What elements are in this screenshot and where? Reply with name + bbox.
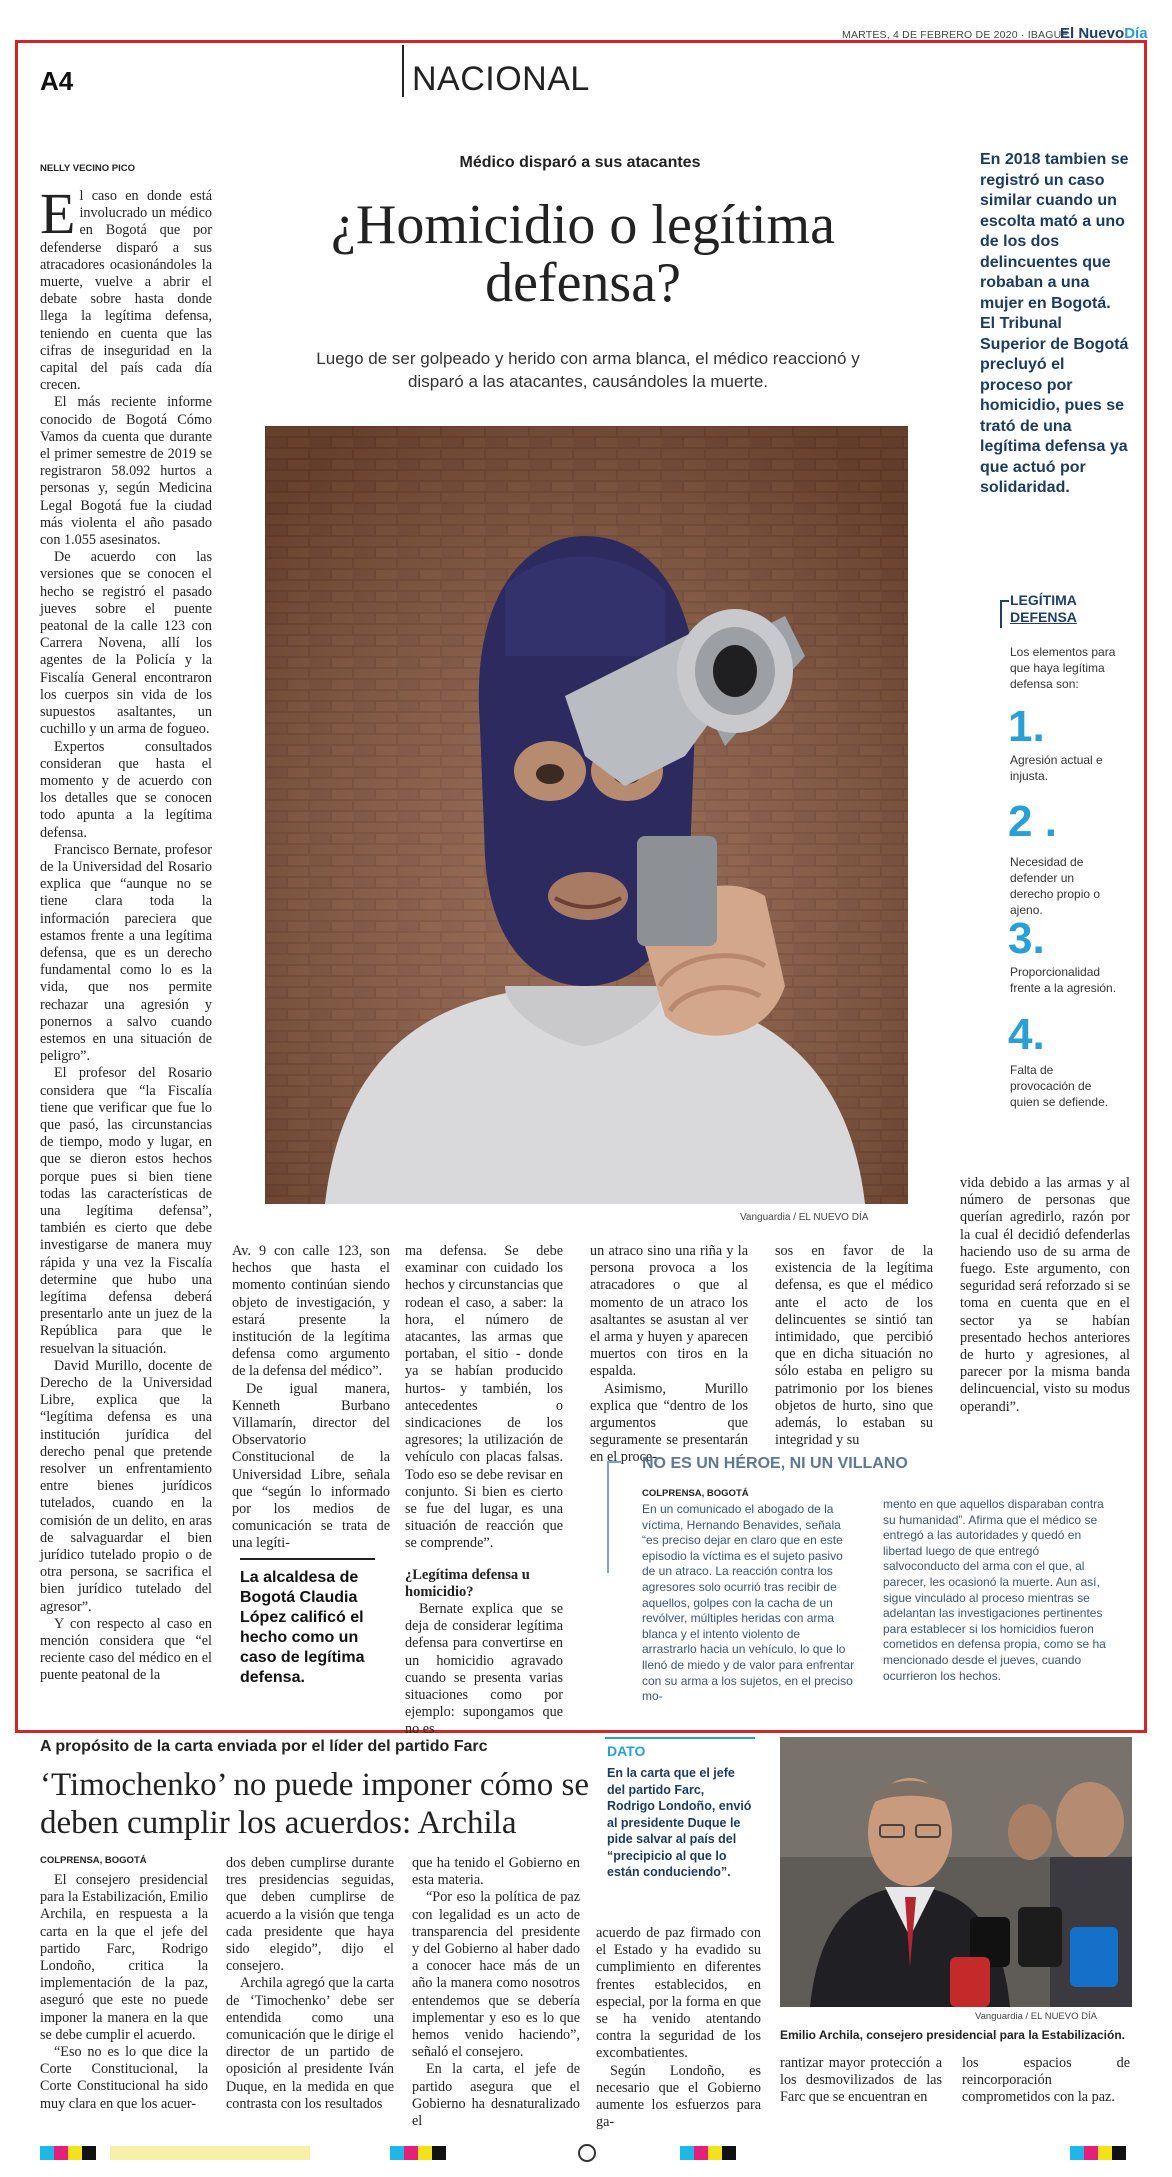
main-col-2-p1: Av. 9 con calle 123, son hechos que hasta el momento continúan siendo objeto de investigación, y estará presente la institución de la legítima defensa como argumento de la defensa del médico”. (232, 1243, 390, 1380)
main-col-1-p7: David Murillo, docente de Derecho de la Universidad Libre, explica que la “legítima defensa es una institución jurídica del derecho penal que pretende resolver un enfrentamiento entre bienes jurídicos tutelados, cuando en la comisión de un delito, en aras de salvaguardar el bien jurídico tutelado propio o de otra persona, se sacrifica el bien jurídico tutelado del agresor”. (40, 1357, 212, 1615)
second-col-6 (962, 2055, 1130, 2107)
second-byline: COLPRENSA, BOGOTÁ (40, 1855, 147, 1866)
legitima-num-2: 2 . (1008, 797, 1057, 846)
second-col-6-p1: los espacios de reincorporación comprometidos con la paz. (962, 2055, 1130, 2106)
dropcap: E (40, 181, 76, 246)
brand-part1: El Nuevo (1060, 25, 1125, 42)
main-col-3 (405, 1243, 563, 1739)
main-col-2-p2: De igual manera, Kenneth Burbano Villamarín, director del Observatorio Constitucional de la Universidad Libre, señala que “según lo informado por los medios de comunicación se trata de una legíti- (232, 1380, 390, 1552)
second-headline: ‘Timochenko’ no puede imponer cómo se deben cumplir los acuerdos: Archila (40, 1767, 589, 1841)
heroe-col-1: En un comunicado el abogado de la víctima, Hernando Benavides, señala “es preciso dejar en claro que en este episodio la víctima es el sujeto pasivo de un atraco. La reacción contra los agresores solo ocurrió tras recibir de aquellos, golpes con la cacha de un revólver, múltiples heridas con arma blanca y el intento violento de arrastrarlo hacia un vehículo, lo que lo llenó de miedo y de valor para enfrentar con su arma a los sujetos, en el preciso mo- (642, 1502, 855, 1704)
second-col-5-p1: rantizar mayor protección a los desmovilizados de las Farc que se encuentran en (780, 2055, 942, 2106)
legitima-text-1: Agresión actual e injusta. (1010, 753, 1103, 783)
second-col-3 (412, 1855, 580, 2130)
second-col-1-p2: “Eso no es lo que dice la Corte Constitucional, la Corte Constitucional ha sido muy clara en que los acuer- (40, 2044, 208, 2112)
main-col-1-p2: El más reciente informe conocido de Bogotá Cómo Vamos da cuenta que durante el primer semestre de 2019 se registraron 58.092 hurtos a personas y, según Medicina Legal Bogotá fue la ciudad más violenta el año pasado con 1.055 asesinatos. (40, 394, 212, 549)
masked-gunman-photo (265, 426, 908, 1204)
second-col-2-p2: Archila agregó que la carta de ‘Timochenko’ debe ser entendida como una comunicación que le dirige el director de un partido de oposición al presidente Iván Duque, en la medida en que contrasta con los resultados (226, 1975, 394, 2112)
second-col-1-p1: El consejero presidencial para la Estabilización, Emilio Archila, en respuesta a la carta en la que el jefe del partido Farc, Rodrigo Londoño, critica la implementación de la paz, aseguró que este no puede imponer la manera en la que se debe cumplir el acuerdo. (40, 1872, 208, 2043)
legitima-text-2: Necesidad de defender un derecho propio o ajeno. (1010, 855, 1101, 917)
second-col-1 (40, 1872, 208, 2113)
main-photo (265, 426, 908, 1204)
second-col-4-p1: acuerdo de paz firmado con el Estado y ha evadido su cumplimiento en diferentes frentes establecidos, en especial, por la forma en que se ha venido atentando contra la seguridad de los excombatientes. (596, 1925, 761, 2062)
legitima-num-4: 4. (1008, 1010, 1045, 1059)
heroe-byline: COLPRENSA, BOGOTÁ (642, 1488, 749, 1499)
legitima-title-2: DEFENSA (1010, 609, 1077, 625)
main-col-3-p2: Bernate explica que se deja de considerar legítima defensa para convertirse en un homicidio agravado cuando se presenta varias situaciones como por ejemplo: supongamos que no es (405, 1601, 563, 1738)
second-col-2 (226, 1855, 394, 2113)
section-title: NACIONAL (412, 60, 590, 98)
dato-text: En la carta que el jefe del partido Farc, Rodrigo Londoño, envió al presidente Duque le pide salvar al país del “precipicio al que lo están conduciendo”. (607, 1766, 752, 1879)
main-col-4-p1: un atraco sino una riña y la persona provoca a los atracadores o que al momento de un atraco los asaltantes se asustan al ver el arma y huyen y aparecen muertos con tiros en la espalda. (590, 1243, 748, 1380)
main-col-1-p6: El profesor del Rosario considera que “la Fiscalía tiene que verificar que fue lo que pasó, las circunstancias de tiempo, modo y lugar, en que se dieron estos hechos porque pues si bien tiene todas las características de una legítima defensa”, también es cierto que debe investigarse de manera muy rápida y una vez la Fiscalía determine que hubo una legítima defensa deberá presentarlo ante un juez de la República para que le resuelvan la situación. (40, 1065, 212, 1357)
legitima-intro: Los elementos para que haya legítima defensa son: (1010, 645, 1116, 691)
dato-title: DATO (607, 1743, 646, 1759)
legitima-title-1: LEGÍTIMA (1010, 592, 1077, 608)
second-col-3-p2: “Por eso la política de paz con legalidad es un acto de transparencia del presidente y del Gobierno al haber dado a conocer hace más de un año la manera como nosotros entendemos que se debería implementar y eso es lo que hemos venido haciendo”, señaló el consejero. (412, 1889, 580, 2061)
main-col-1 (40, 181, 212, 1685)
second-col-3-p3: En la carta, el jefe de partido asegura que el Gobierno ha desnaturalizado el (412, 2061, 580, 2130)
legitima-bracket (1000, 600, 1009, 628)
main-col-3-p1: ma defensa. Se debe examinar con cuidado los hechos y circunstancias que rodean el caso, a saber: la hora, el número de atacantes, las armas que portaban, el sitio - donde ya se habían producido hurtos- y también, los antecedentes o sindicaciones de los agresores; la utilización de vehículo con placas falsas. Todo eso se debe revisar en conjunto. Si bien es cierto se fue del lugar, es una situación de reacción que se comprende”. (405, 1243, 563, 1552)
heroe-box (607, 1455, 1132, 1715)
heroe-title: NO ES UN HÉROE, NI UN VILLANO (642, 1455, 908, 1472)
legitima-num-3: 3. (1008, 914, 1045, 963)
heroe-bracket (607, 1461, 621, 1573)
section-divider (402, 45, 404, 97)
headline: ¿Homicidio o legítima defensa? (331, 194, 835, 314)
second-kicker: A propósito de la carta enviada por el líder del partido Farc (40, 1738, 488, 1755)
second-col-2-p1: dos deben cumplirse durante tres presidencias seguidas, que deben cumplirse de acuerdo a la visión que tenga cada presidente que haya sido elegido”, dijo el consejero. (226, 1855, 394, 1975)
legitima-text-4: Falta de provocación de quien se defiende. (1010, 1063, 1109, 1109)
legitima-text-3: Proporcionalidad frente a la agresión. (1010, 965, 1117, 995)
brand-part2: Día (1124, 25, 1148, 42)
sidebar-note: En 2018 tambien se registró un caso similar cuando un escolta mató a uno de los dos delincuentes que robaban a una mujer en Bogotá. El Tribunal Superior de Bogotá precluyó el proceso por homicidio, pues se trató de una legítima defensa ya que actuó por solidaridad. (980, 151, 1129, 496)
kicker: Médico disparó a sus atacantes (459, 154, 701, 171)
archila-press-photo (780, 1737, 1132, 2007)
second-col-3-p1: que ha tenido el Gobierno en esta materia. (412, 1855, 580, 1889)
archila-photo (780, 1737, 1132, 2007)
subtitle: Luego de ser golpeado y herido con arma blanca, el médico reaccionó y disparó a las atacantes, causándoles la muerte. (316, 349, 860, 391)
archila-photo-caption: Emilio Archila, consejero presidencial para la Estabilización. (780, 2028, 1126, 2042)
main-col-6-p1: vida debido a las armas y al número de personas que querían agredirlo, razón por la cual él decidió defenderlas haciendo uso de su arma de fuego. Este argumento, con seguridad será reforzado si se toma en cuenta que en el sector ya se habían presentado hechos anteriores de hurto y agresiones, al parecer por la misma banda delincuencial, visto su modus operandi”. (960, 1175, 1130, 1415)
main-col-4 (590, 1243, 748, 1467)
main-col-4-p2: Asimismo, Murillo explica que “dentro de los argumentos que seguramente se presentarán en el proce- (590, 1380, 748, 1466)
pullquote: La alcaldesa de Bogotá Claudia López calificó el hecho como un caso de legítima defensa. (240, 1569, 365, 1686)
main-col-1-p8: Y con respecto al caso en mención considera que “el reciente caso del médico en el puente peatonal de la (40, 1615, 212, 1684)
print-register-strip (40, 2146, 1130, 2160)
photo-credit: Vanguardia / EL NUEVO DÍA (740, 1212, 869, 1223)
main-col-1-p1: l caso en donde está involucrado un médico en Bogotá que por defenderse disparó a sus atracadores ocasionándoles la muerte, vuelve a abrir el debate sobre hasta donde llega la legítima defensa, teniendo en cuenta que las cifras de inseguridad en la capital del país cada día crecen. (40, 188, 212, 394)
second-col-4-p2: Según Londoño, es necesario que el Gobierno aumente los esfuerzos para ga- (596, 2062, 761, 2131)
col3-subhead: ¿Legítima defensa u homicidio? (405, 1566, 530, 1600)
legitima-box (1000, 592, 1135, 1132)
legitima-num-1: 1. (1008, 702, 1045, 751)
page-number: A4 (40, 66, 74, 96)
main-col-6 (960, 1175, 1130, 1416)
main-col-1-p3: De acuerdo con las versiones que se conocen el hecho se registró el pasado jueves sobre el puente peatonal de la calle 123 con Carrera Novena, allí los agentes de la Policía y la Fiscalía General encontraron los cuerpos sin vida de los supuestos asaltantes, un cuchillo y un arma de fogueo. (40, 549, 212, 738)
main-col-1-p5: Francisco Bernate, profesor de la Universidad del Rosario explica que “aunque no se tiene clara toda la información pareciera que estamos frente a una legítima defensa, que es un derecho fundamental como lo es la vida, que nos permite rechazar una agresión y ponernos a salvo cuando estemos en una situación de peligro”. (40, 841, 212, 1065)
main-col-2 (232, 1243, 390, 1553)
main-col-5-p1: sos en favor de la existencia de la legítima defensa, es que el médico ante el acto de los delincuentes se sintió tan intimidado, que percibió que en dicha situación no sólo estaba en peligro su patrimonio por los bienes objetos de hurto, sino que además, lo estaban su integridad y su (775, 1243, 933, 1449)
main-col-5 (775, 1243, 933, 1449)
heroe-col-2: mento en que aquellos disparaban contra su humanidad”. Afirma que el médico se entregó a las autoridades y quedó en libertad luego de que entregó salvoconducto del arma con el que, al parecer, les ocasionó la muerte. Aun así, sigue vinculado al proceso mientras se adelantan las investigaciones pertinentes para establecer si los homicidios fueron cometidos en defensa propia, como se ha mencionado desde el jueves, cuando ocurrieron los hechos. (883, 1497, 1106, 1683)
dato-box (605, 1737, 755, 1909)
archila-photo-credit: Vanguardia / EL NUEVO DÍA (975, 2011, 1097, 2022)
masthead-date: MARTES, 4 DE FEBRERO DE 2020 · IBAGUÉ (842, 29, 1069, 41)
main-col-1-p4: Expertos consultados consideran que hasta el momento y de acuerdo con los detalles que se conocen todo apunta a la legítima defensa. (40, 738, 212, 841)
second-col-4 (596, 1925, 761, 2131)
byline: NELLY VECINO PICO (40, 163, 136, 174)
pullquote-rule (240, 1558, 375, 1560)
second-col-5 (780, 2055, 942, 2107)
